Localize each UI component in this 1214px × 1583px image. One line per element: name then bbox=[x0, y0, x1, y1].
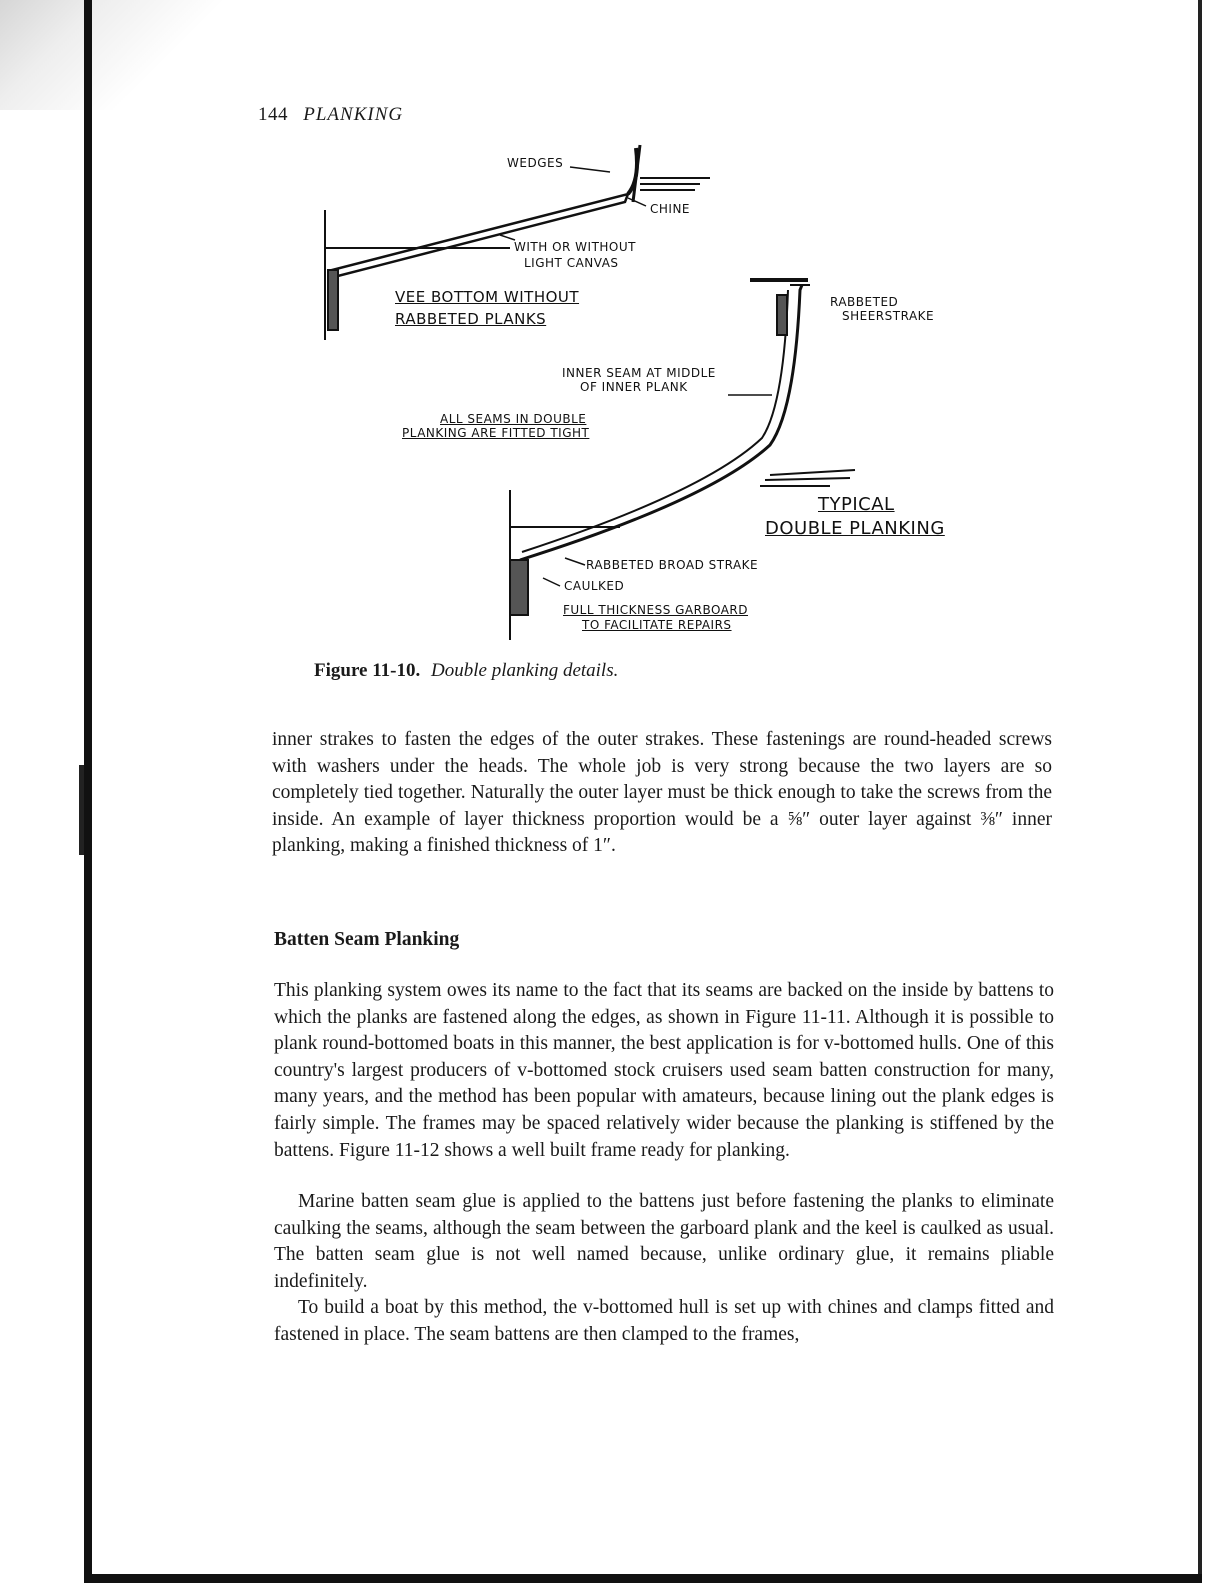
body-paragraph-2: This planking system owes its name to the fact that its seams are backed on the inside by battens to which the planks are fastened along the edges, as shown in Figure 11-11. Although it is possible to plank round-bottomed boats in this manner, the best application is for v-bottomed hulls. One of this country's largest producers of v-bottomed stock cruisers used seam batten construction for many, many years, and the method has been popular with amateurs, because lining out the plank edges is fairly simple. The frames may be spaced relatively wider because the planking is stiffened by the battens. Figure 11-12 shows a well built frame ready for planking. bbox=[274, 980, 1054, 1161]
caption-text: Double planking details. bbox=[431, 660, 619, 681]
upper-keel bbox=[328, 270, 338, 330]
waterline-1 bbox=[770, 470, 855, 475]
label-vee-bottom: VEE BOTTOM WITHOUT bbox=[395, 288, 580, 306]
planking-figure bbox=[310, 140, 1010, 650]
label-chine: CHINE bbox=[650, 202, 690, 216]
label-all-seams-2: PLANKING ARE FITTED TIGHT bbox=[402, 426, 590, 440]
label-caulked: CAULKED bbox=[564, 579, 625, 593]
page-number: 144 bbox=[258, 104, 288, 125]
figure-caption bbox=[314, 660, 618, 682]
section-heading: Batten Seam Planking bbox=[274, 929, 460, 950]
label-inner-seam-2: OF INNER PLANK bbox=[580, 380, 688, 394]
label-full-thickness-1: FULL THICKNESS GARBOARD bbox=[563, 603, 749, 617]
lower-keel-block bbox=[510, 560, 528, 615]
label-typical: TYPICAL bbox=[818, 494, 895, 515]
label-light-canvas: LIGHT CANVAS bbox=[524, 256, 619, 270]
waterline-2 bbox=[765, 478, 850, 480]
canvas-leader bbox=[500, 235, 515, 240]
label-sheerstrake: SHEERSTRAKE bbox=[842, 309, 935, 323]
label-double-planking: DOUBLE PLANKING bbox=[765, 518, 945, 539]
sheerstrake-block bbox=[777, 295, 787, 335]
caption-number: Figure 11-10. bbox=[314, 660, 421, 681]
scan-margin-mark bbox=[79, 765, 84, 855]
scan-shading bbox=[0, 0, 300, 110]
label-full-thickness-2: TO FACILITATE REPAIRS bbox=[582, 618, 732, 632]
body-paragraph-1: inner strakes to fasten the edges of the outer strakes. These fastenings are round-headed screws with washers under the heads. The whole job is very strong because the two layers are so completely tied together. Naturally the outer layer must be thick enough to take the screws from the inside. An example of layer thickness proportion would be a ⅝″ outer layer against ⅜″ inner planking, making a finished thickness of 1″. bbox=[272, 729, 1052, 857]
label-inner-seam-1: INNER SEAM AT MIDDLE bbox=[562, 366, 716, 380]
label-with-or-without: WITH OR WITHOUT bbox=[514, 240, 636, 254]
running-head bbox=[258, 104, 403, 126]
scan-border-bottom bbox=[84, 1574, 1202, 1583]
body-paragraph-4: To build a boat by this method, the v-bottomed hull is set up with chines and clamps fitted and fastened in place. The seam battens are then clamped to the frames, bbox=[274, 1297, 1054, 1345]
label-rabbeted-planks: RABBETED PLANKS bbox=[395, 310, 547, 328]
label-wedges: WEDGES bbox=[507, 156, 564, 170]
scan-border-right bbox=[1198, 0, 1202, 1583]
label-rabbeted: RABBETED bbox=[830, 295, 899, 309]
label-all-seams-1: ALL SEAMS IN DOUBLE bbox=[440, 412, 587, 426]
broad-strake-leader bbox=[565, 558, 585, 565]
chine-leader bbox=[628, 198, 646, 206]
label-broad-strake: RABBETED BROAD STRAKE bbox=[586, 558, 759, 572]
scan-border-left bbox=[84, 0, 92, 1583]
section-title: PLANKING bbox=[303, 104, 404, 125]
body-paragraph-3: Marine batten seam glue is applied to the battens just before fastening the planks to eliminate caulking the seams, although the seam between the garboard plank and the keel is caulked as usual. The batten seam glue is not well named because, unlike ordinary glue, it remains pliable indefinitely. bbox=[274, 1191, 1054, 1292]
planking-drawing bbox=[310, 140, 1010, 650]
caulked-leader bbox=[543, 578, 560, 586]
wedges-leader bbox=[570, 167, 610, 172]
